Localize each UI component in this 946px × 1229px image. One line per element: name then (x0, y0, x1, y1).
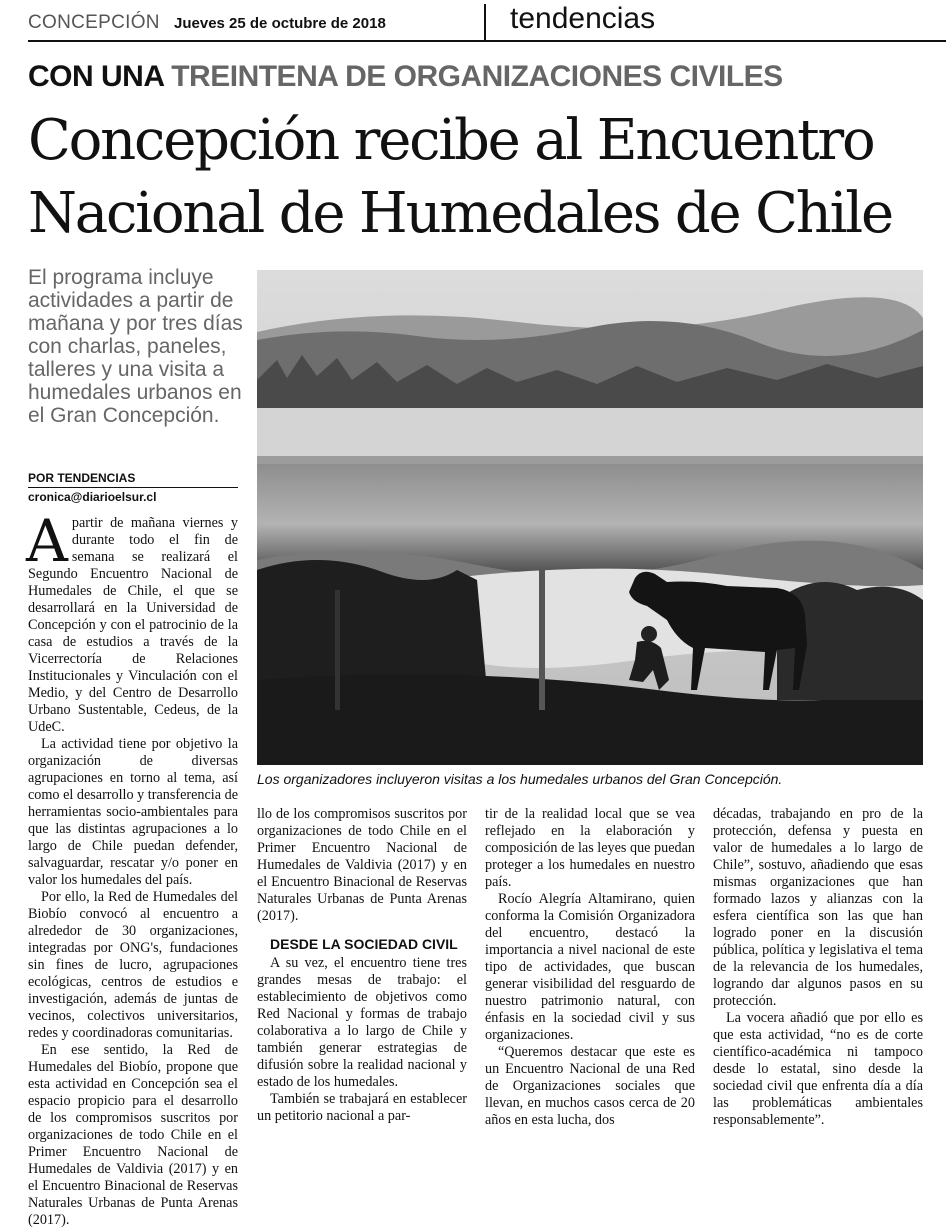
article-paragraph-continued: décadas, trabajando en pro de la protección, defensa y puesta en valor de humedales a lo largo de Chile”, sostuvo, añadiendo que esas mismas organizaciones que han formado lazos y alianzas con la esfera científica son las que han logrado poner en la discusión pública, política y legislativa el tema de la relevancia de los humedales, logrando dar algunos pasos en su protección. (713, 806, 923, 1009)
article-paragraph-continued: tir de la realidad local que se vea reflejado en la elaboración y composición de las leyes que puedan proteger a los humedales en nuestro país. (485, 806, 695, 890)
kicker-part-2: TREINTENA DE ORGANIZACIONES CIVILES (171, 60, 783, 93)
section-brand: tendencias (510, 2, 656, 35)
article-paragraph: También se trabajará en establecer un petitorio nacional a par- (257, 1091, 467, 1124)
header-divider (484, 4, 486, 40)
page-header (0, 0, 946, 42)
article-paragraph: “Queremos destacar que este es un Encuentro Nacional de una Red de Organizaciones sociales que llevan, en muchos casos cerca de 20 años en esta lucha, dos (485, 1044, 695, 1128)
byline (28, 470, 238, 505)
kicker (28, 60, 783, 94)
byline-email: cronica@diarioelsur.cl (28, 490, 157, 504)
subheading: DESDE LA SOCIEDAD CIVIL (270, 936, 458, 952)
article-paragraph (26, 507, 238, 736)
photo-caption: Los organizadores incluyeron visitas a los humedales urbanos del Gran Concepción. (257, 771, 783, 787)
article-column-3 (485, 806, 695, 1129)
article-paragraph-continued: llo de los compromisos suscritos por organizaciones de todo Chile en el Primer Encuentro Nacional de Humedales de Valdivia (2017) y en el Encuentro Binacional de Reservas Naturales Urbanas de Punta Arenas (2017). (257, 806, 467, 924)
article-column-4 (713, 806, 923, 1129)
kicker-part-1: CON UNA (28, 60, 164, 93)
article-column-2 (257, 806, 467, 1125)
photo-illustration (257, 270, 923, 765)
wetland-photo (257, 270, 923, 765)
byline-author: POR TENDENCIAS (28, 470, 238, 488)
article-paragraph (28, 1042, 238, 1229)
article-column-1 (26, 507, 238, 1229)
paragraph-text: En ese sentido, la Red de Humedales del Biobío, propone que esta actividad en Concepción sea el espacio propicio para el desarrollo de los compromisos suscritos por organizaciones de todo Chile en el Primer Encuentro Nacional de Humedales de Valdivia (2017) y en el Encuentro Binacional de Reservas Naturales Urbanas de Punta Arenas (2017). (28, 1042, 238, 1228)
section-label: CONCEPCIÓN (28, 12, 160, 33)
paragraph-text: partir de mañana viernes y durante todo el fin de semana se realizará el Segundo Encuentro Nacional de Humedales de Chile, el que se desarrollará en la Universidad de Concepción y con el patrocinio de la casa de estudios a través de la Vicerrectoría de Relaciones Institucionales y Vinculación con el Medio, y del Centro de Desarrollo Urbano Sustentable, Cedeus, de la UdeC. (28, 515, 238, 735)
headline (28, 104, 938, 250)
lead-paragraph: El programa incluye actividades a partir de mañana y por tres días con charlas, paneles, talleres y una visita a humedales urbanos en el Gran Concepción. (28, 266, 243, 427)
article-paragraph: Por ello, la Red de Humedales del Biobío convocó al encuentro a alrededor de 30 organizaciones, integradas por ONG's, fundaciones sin fines de lucro, agrupaciones ecológicas, centros de estudios e investigación, además de juntas de vecinos, colectivos universitarios, redes y coordinadoras comunitarias. (28, 889, 238, 1041)
article-paragraph: La vocera añadió que por ello es que esta actividad, “no es de corte científico-académica ni tampoco desde lo estatal, sino desde la sociedad civil que enfrenta día a día las problemáticas ambientales responsablemente”. (713, 1010, 923, 1128)
drop-cap: A (26, 507, 68, 575)
issue-date: Jueves 25 de octubre de 2018 (174, 15, 386, 32)
article-paragraph: A su vez, el encuentro tiene tres grandes mesas de trabajo: el establecimiento de objetivos como Red Nacional y formas de trabajo colaborativa a lo largo de Chile y también generar estrategias de difusión sobre la realidad nacional y estado de los humedales. (257, 955, 467, 1090)
headline-line-1: Concepción recibe al Encuentro (28, 108, 874, 173)
article-paragraph: Rocío Alegría Altamirano, quien conforma la Comisión Organizadora del encuentro, destacó la importancia a nivel nacional de este tipo de actividades, que buscan generar visibilidad del resguardo de nuestro patrimonio natural, con énfasis en la sociedad civil y sus organizaciones. (485, 891, 695, 1043)
article-paragraph: La actividad tiene por objetivo la organización de diversas agrupaciones en torno al tema, así como el desarrollo y transferencia de herramientas socio-ambientales para que las distintas agrupaciones a lo largo de Chile puedan defender, salvaguardar, rescatar y/o poner en valor los humedales del país. (28, 736, 238, 888)
headline-line-2: Nacional de Humedales de Chile (28, 181, 892, 246)
header-rule (28, 40, 946, 42)
